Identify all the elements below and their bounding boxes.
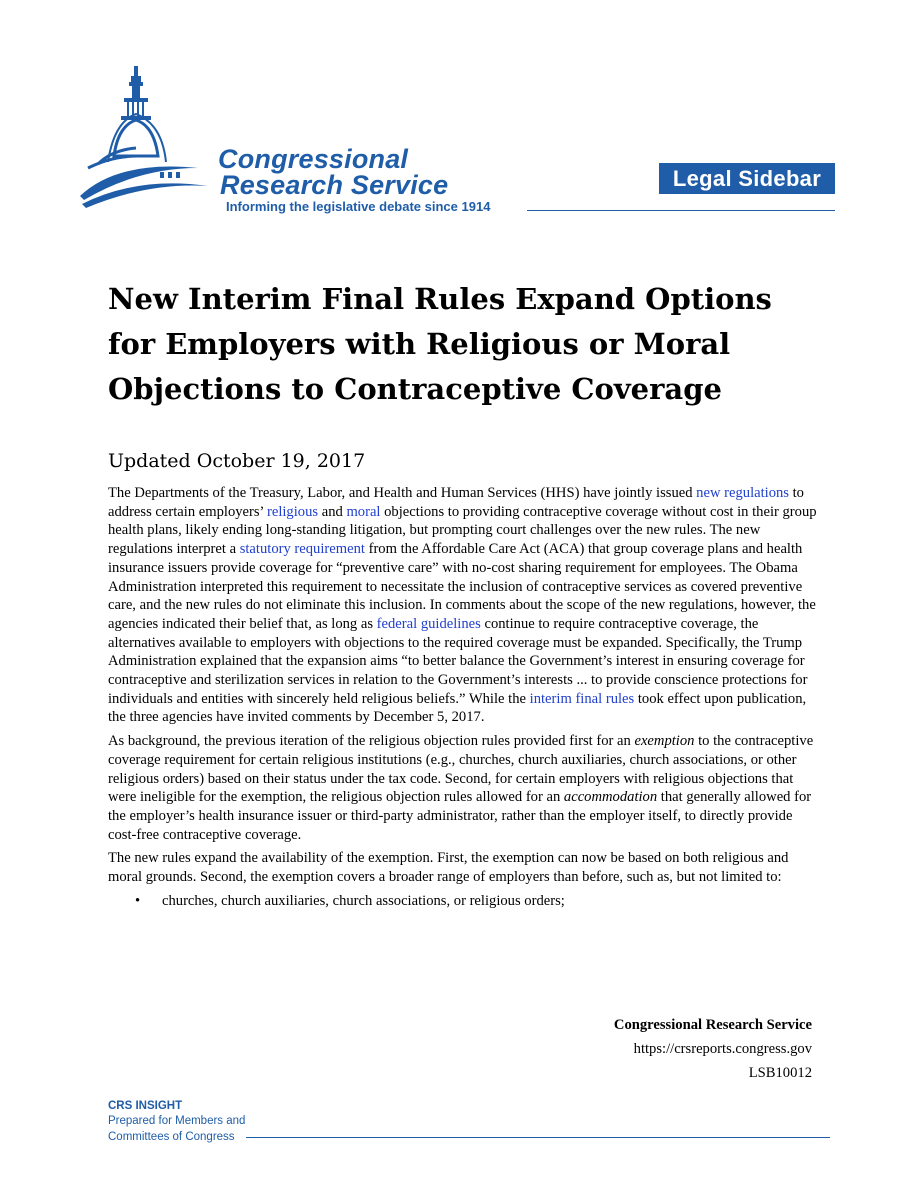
- paragraph-1: [108, 484, 820, 727]
- paragraph-3: The new rules expand the availability of the exemption. First, the exemption can now be based on both religious and moral grounds. Second, the exemption covers a broader range of employers than before, such as, but not limited to:: [108, 850, 789, 886]
- emphasis-exemption: exemption: [634, 733, 695, 750]
- footer-url: https://crsreports.congress.gov: [633, 1041, 812, 1057]
- bullet-list: [108, 892, 820, 911]
- text-span: continue to require contraceptive coverage, the alternatives available to employers with objections to the required coverage must be expanded. Specifically, the Trump Administration explained that the expansion aims “to better balance the Government’s interest in ensuring coverage for contraceptive and sterilization services in relation to the Government’s interests ... to provide conscience protections for individuals and entities with sincerely held religious beliefs.” While the: [108, 615, 808, 707]
- crs-header: [0, 0, 920, 230]
- footer-divider: [246, 1137, 830, 1138]
- prepared-line1: Prepared for Members and: [108, 1115, 246, 1127]
- link-moral[interactable]: moral: [346, 503, 381, 520]
- paragraph-2: [108, 732, 820, 844]
- footer-code: LSB10012: [748, 1065, 812, 1081]
- crs-tagline: Informing the legislative debate since 1914: [226, 199, 491, 214]
- capitol-dome-icon: [78, 64, 218, 214]
- text-span: that generally allowed for the employer’s health insurance issuer or third-party administrator, rather than the employer itself, to directly provide cost-free contraceptive coverage.: [108, 789, 812, 843]
- link-interim-final-rules[interactable]: interim final rules: [529, 690, 635, 707]
- crs-insight-label: CRS INSIGHT: [108, 1100, 183, 1112]
- legal-sidebar-badge: Legal Sidebar: [659, 163, 835, 194]
- text-span: As background, the previous iteration of the religious objection rules provided first for an: [108, 733, 635, 750]
- text-span: took effect upon publication, the three agencies have invited comments by December 5, 2017.: [108, 690, 807, 726]
- document-title: New Interim Final Rules Expand Options for Employers with Religious or Moral Objections to Contraceptive Coverage: [108, 282, 772, 406]
- text-span: from the Affordable Care Act (ACA) that group coverage plans and health insurance issuers provide coverage for “preventive care” with no-cost sharing requirement for employees. The Obama Administration interpreted this requirement to necessitate the inclusion of contraceptive services as covered preventive care, and the new rules do not eliminate this inclusion. In comments about the scope of the new regulations, however, the agencies indicated their belief that, as long as: [108, 541, 816, 632]
- footer-right: [614, 1013, 812, 1085]
- footer-org: Congressional Research Service: [613, 1017, 812, 1033]
- text-span: to address certain employers’: [108, 485, 804, 520]
- link-federal-guidelines[interactable]: federal guidelines: [376, 615, 481, 632]
- prepared-line2: Committees of Congress: [108, 1131, 235, 1143]
- list-item-text: churches, church auxiliaries, church associations, or religious orders;: [162, 892, 565, 909]
- text-span: and: [318, 503, 347, 520]
- emphasis-accommodation: accommodation: [563, 789, 658, 806]
- bullet-glyph: •: [135, 892, 141, 909]
- footer-left: [108, 1099, 245, 1145]
- crs-brand-line1: Congressional: [218, 144, 409, 174]
- updated-date: Updated October 19, 2017: [108, 450, 366, 472]
- list-item: [108, 892, 820, 911]
- header-divider: [527, 210, 835, 211]
- text-span: The Departments of the Treasury, Labor, and Health and Human Services (HHS) have jointly issued: [108, 485, 697, 501]
- document-body: [108, 484, 820, 910]
- text-span: to the contraceptive coverage requirement for certain religious institutions (e.g., churches, church auxiliaries, church associations, or other religious orders) based on their status under the tax code. Second, for certain employers with religious objections that were ineligible for the exemption, the religious objection rules allowed for an: [108, 733, 814, 806]
- link-new-regulations[interactable]: new regulations: [696, 485, 789, 501]
- crs-brand-line2: Research Service: [220, 170, 449, 200]
- link-religious[interactable]: religious: [266, 503, 319, 520]
- text-span: objections to providing contraceptive coverage without cost in their group health plans, likely ending long-standing litigation, but prompting court challenges over the new rules. The new regulations interpret a: [108, 503, 817, 558]
- link-statutory-requirement[interactable]: statutory requirement: [239, 541, 365, 558]
